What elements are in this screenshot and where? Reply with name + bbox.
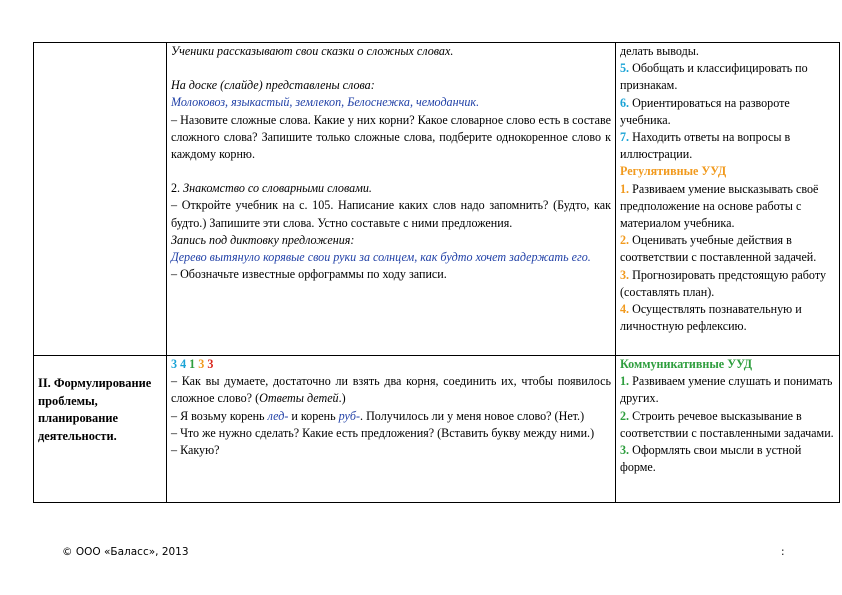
uud-text: Развиваем умение слушать и понимать других. <box>620 374 833 406</box>
uud-item <box>620 301 835 335</box>
stage-title: II. Формулирование проблемы, планирование деятельности. <box>38 376 152 443</box>
uud-number: 3. <box>620 443 630 458</box>
text-run: и корень <box>288 408 339 423</box>
uud-item <box>620 408 835 442</box>
stage-cell <box>34 43 167 356</box>
uud-number: 5. <box>620 61 630 76</box>
uud-text: Развиваем умение высказывать своё предположение на основе работы с материалом учебника. <box>620 181 819 231</box>
code-communicative: 1 <box>189 357 196 371</box>
uud-item <box>620 373 835 407</box>
content-paragraph: – Откройте учебник на с. 105. Написание каких слов надо запомнить? (Будто, как будто.) Запишите эти слова. Устно составьте с ними предложения. <box>171 198 611 230</box>
uud-text: Осуществлять познавательную и личностную рефлексию. <box>620 302 802 334</box>
uud-item <box>620 95 835 129</box>
text-run: – Я возьму корень <box>171 408 268 423</box>
content-paragraph <box>171 373 611 407</box>
uud-item <box>620 232 835 266</box>
uud-number: 6. <box>620 95 630 110</box>
text-run: Ответы детей <box>259 391 339 406</box>
content-paragraph: Запись под диктовку предложения: <box>171 232 355 247</box>
uud-text: Ориентироваться на развороте учебника. <box>620 95 790 127</box>
uud-number: 1. <box>620 374 630 389</box>
content-cell <box>167 43 616 356</box>
uud-item <box>620 442 835 476</box>
code-personal: 3 <box>207 357 214 371</box>
table-row <box>34 43 840 356</box>
dictation-sentence: Дерево вытянуло корявые свои руки за солнцем, как будто хочет задержать его. <box>171 250 591 265</box>
code-cognitive: 4 <box>180 357 187 371</box>
uud-line: делать выводы. <box>620 44 699 58</box>
text-run: – Как вы думаете, достаточно ли взять два корня, соединить их, чтобы появилось сложное слово? ( <box>171 374 611 406</box>
code-regulatory: 3 <box>198 357 205 371</box>
uud-number: 2. <box>620 233 630 248</box>
content-paragraph: Ученики рассказывают свои сказки о сложных словах. <box>171 44 454 58</box>
copyright-footer: © ООО «Баласс», 2013 <box>62 546 189 558</box>
uud-number: 2. <box>620 408 630 423</box>
uud-cell <box>616 356 840 503</box>
content-cell <box>167 356 616 503</box>
content-paragraph: – Какую? <box>171 443 220 458</box>
text-run: . Получилось ли у меня новое слово? (Нет.) <box>360 408 585 423</box>
spacer <box>171 163 611 180</box>
page-mark: : <box>781 546 785 558</box>
content-paragraph: На доске (слайде) представлены слова: <box>171 78 375 93</box>
content-paragraph <box>171 408 611 425</box>
uud-text: Оформлять свои мысли в устной форме. <box>620 443 802 475</box>
uud-item <box>620 181 835 233</box>
uud-number: 4. <box>620 302 630 317</box>
lesson-table <box>33 42 840 503</box>
section-number: 2. <box>171 181 181 196</box>
section-title: Знакомство со словарными словами. <box>183 181 372 196</box>
word-list: Молоковоз, языкастый, землекоп, Белоснежка, чемоданчик. <box>171 95 480 110</box>
uud-heading-regulatory: Регулятивные УУД <box>620 164 727 179</box>
uud-text: Обобщать и классифицировать по признакам. <box>620 61 808 93</box>
content-paragraph: – Что же нужно сделать? Какие есть предложения? (Вставить букву между ними.) <box>171 425 595 440</box>
uud-text: Прогнозировать предстоящую работу (составлять план). <box>620 267 826 299</box>
uud-number: 3. <box>620 267 630 282</box>
stage-cell <box>34 356 167 503</box>
uud-cell <box>616 43 840 356</box>
content-paragraph: – Обозначьте известные орфограммы по ходу записи. <box>171 267 447 282</box>
uud-number: 1. <box>620 181 630 196</box>
table-row <box>34 356 840 503</box>
uud-text: Строить речевое высказывание в соответствии с поставленными задачами. <box>620 408 834 440</box>
uud-text: Находить ответы на вопросы в иллюстрации. <box>620 130 791 162</box>
uud-heading-communicative: Коммуникативные УУД <box>620 357 753 371</box>
content-paragraph: – Назовите сложные слова. Какие у них корни? Какое словарное слово есть в составе сложного слова? Запишите только сложные слова, подберите однокоренное слово к каждому корню. <box>171 112 611 162</box>
uud-number: 7. <box>620 130 630 145</box>
uud-item <box>620 60 835 94</box>
text-run: .) <box>338 391 346 406</box>
uud-codes <box>171 356 611 373</box>
section-heading <box>171 180 611 197</box>
root-word: руб- <box>338 408 361 423</box>
uud-item <box>620 267 835 301</box>
code-cognitive: 3 <box>171 357 178 371</box>
root-word: лед- <box>267 408 289 423</box>
uud-item <box>620 129 835 163</box>
spacer <box>171 60 611 77</box>
uud-text: Оценивать учебные действия в соответствии с поставленной задачей. <box>620 233 817 265</box>
